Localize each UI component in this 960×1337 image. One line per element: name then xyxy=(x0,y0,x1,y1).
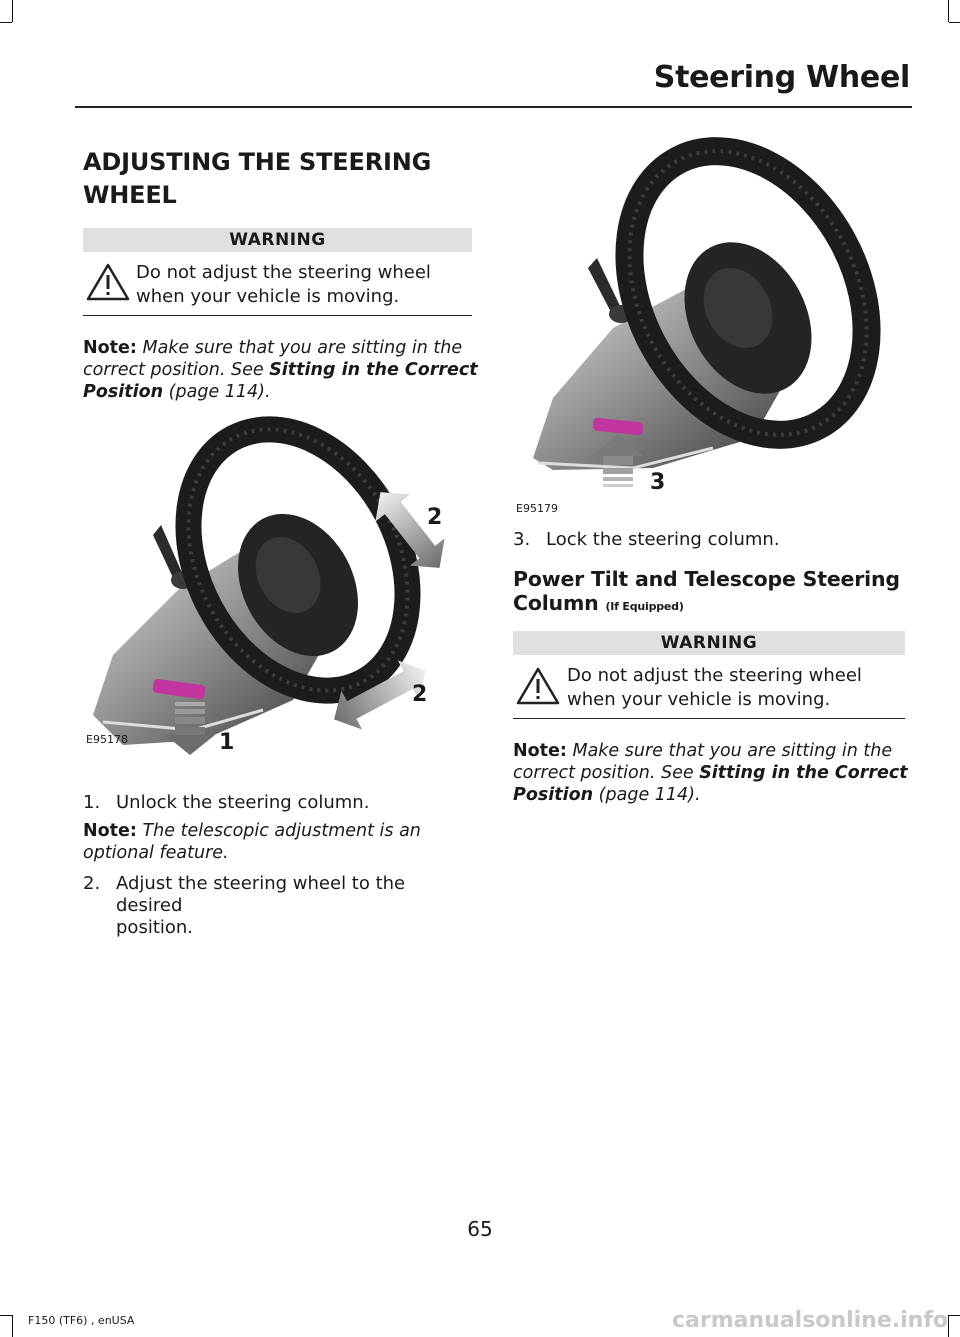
step-number: 2. xyxy=(83,873,101,894)
callout-2-top: 2 xyxy=(427,505,443,530)
if-equipped-tag: (If Equipped) xyxy=(605,600,684,613)
figure-code: E95179 xyxy=(516,502,558,515)
step-text: Lock the steering column. xyxy=(546,529,780,550)
crop-mark xyxy=(949,1315,960,1316)
warning-heading: WARNING xyxy=(513,631,905,655)
crop-mark xyxy=(949,22,960,23)
callout-1: 1 xyxy=(219,730,235,755)
crop-mark xyxy=(0,1315,12,1316)
model-code: F150 (TF6) , enUSA xyxy=(28,1314,135,1327)
warning-divider xyxy=(513,718,905,719)
warning-text xyxy=(136,261,472,309)
step-text-line1: Adjust the steering wheel to the desired xyxy=(116,873,406,916)
warning-triangle-icon xyxy=(516,667,560,705)
callout-2-bottom: 2 xyxy=(412,682,428,707)
warning-line2: when your vehicle is moving. xyxy=(136,286,400,307)
note-label: Note: xyxy=(513,741,567,761)
crop-mark xyxy=(0,22,12,23)
note-text-b: correct position. See xyxy=(513,763,700,783)
warning-text xyxy=(567,664,905,712)
warning-line2: when your vehicle is moving. xyxy=(567,689,831,710)
step-3 xyxy=(513,529,905,551)
sitting-position-link-cont[interactable]: Position xyxy=(513,785,594,805)
step-number: 1. xyxy=(83,792,101,813)
step-number: 3. xyxy=(513,529,531,550)
warning-heading: WARNING xyxy=(83,228,472,252)
watermark: carmanualsonline.info xyxy=(672,1308,948,1333)
note-telescopic xyxy=(83,820,472,864)
section-title xyxy=(83,146,472,212)
note-sitting-position xyxy=(83,337,478,403)
sitting-position-link-cont[interactable]: Position xyxy=(83,382,164,402)
step-text xyxy=(116,873,475,939)
note-text-b: optional feature. xyxy=(83,843,229,863)
subsection-title-line1: Power Tilt and Telescope Steering xyxy=(513,567,900,591)
note-text-a: Make sure that you are sitting in the xyxy=(136,338,463,358)
note-page-ref: (page 114). xyxy=(163,382,271,402)
note-text-a: The telescopic adjustment is an xyxy=(136,821,421,841)
page-number: 65 xyxy=(467,1217,493,1241)
figure-code: E95178 xyxy=(86,733,128,746)
callout-3: 3 xyxy=(650,470,666,495)
step-text-line2: position. xyxy=(116,917,194,938)
section-title-line1: ADJUSTING THE STEERING xyxy=(83,148,432,176)
subsection-title xyxy=(513,567,913,619)
section-title-line2: WHEEL xyxy=(83,181,177,209)
step-1 xyxy=(83,792,472,814)
note-label: Note: xyxy=(83,338,137,358)
note-text-b: correct position. See xyxy=(83,360,270,380)
step-text: Unlock the steering column. xyxy=(116,792,370,813)
subsection-title-line2: Column xyxy=(513,591,599,615)
crop-mark xyxy=(12,1315,13,1337)
note-sitting-position xyxy=(513,740,911,806)
warning-line1: Do not adjust the steering wheel xyxy=(136,262,431,283)
note-label: Note: xyxy=(83,821,137,841)
crop-mark xyxy=(12,0,13,22)
warning-triangle-icon xyxy=(86,263,130,301)
crop-mark xyxy=(948,1315,949,1337)
crop-mark xyxy=(948,0,949,22)
step-2 xyxy=(83,873,475,938)
warning-divider xyxy=(83,315,472,316)
header-divider xyxy=(75,106,912,108)
sitting-position-link[interactable]: Sitting in the Correct xyxy=(699,763,908,783)
warning-line1: Do not adjust the steering wheel xyxy=(567,665,862,686)
note-page-ref: (page 114). xyxy=(593,785,701,805)
steering-wheel-lock-illustration xyxy=(513,128,905,498)
note-text-a: Make sure that you are sitting in the xyxy=(566,741,893,761)
sitting-position-link[interactable]: Sitting in the Correct xyxy=(269,360,478,380)
page-title: Steering Wheel xyxy=(653,60,910,95)
